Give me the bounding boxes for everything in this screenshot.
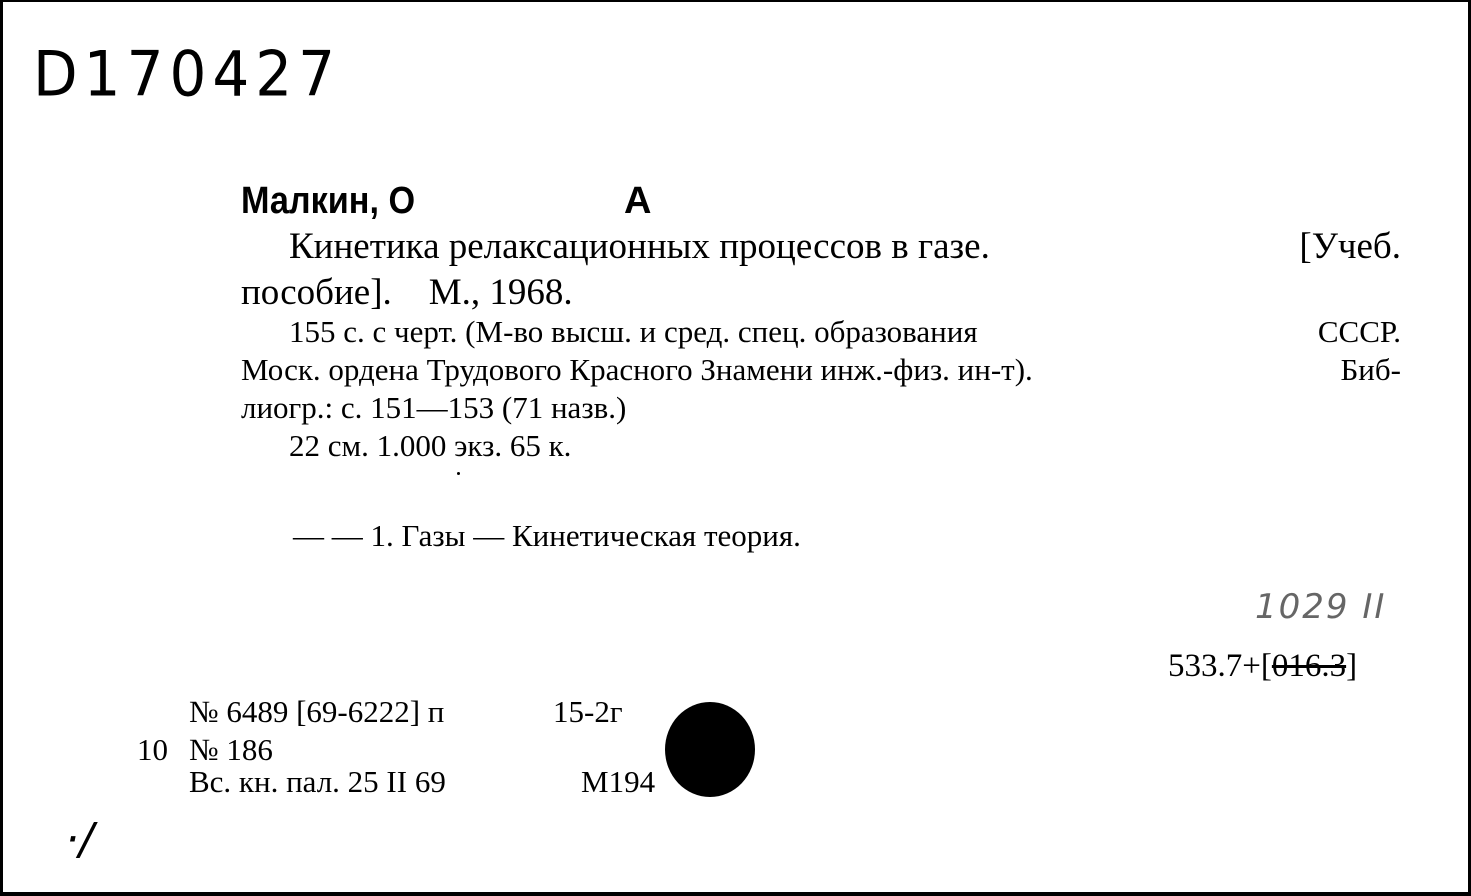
footer-chamber-code: М194 [581,764,656,799]
classification-prefix: 533.7+[ [1168,648,1272,684]
classification-suffix: ] [1346,648,1358,684]
author-name: Малкин, О [241,180,416,222]
description-line-1 [289,316,1401,347]
title-line-2: пособие]. М., 1968. [241,272,573,313]
footer-code: 15-2г [553,694,623,729]
description-country: СССР. [1317,314,1401,349]
description-bibliography: лиогр.: с. 151—153 (71 назв.) [241,390,627,425]
inventory-number: D170427 [33,37,342,111]
footer-number: № 186 [189,732,273,767]
description-bib-start: Биб- [1340,352,1401,387]
description-line-2 [241,354,1401,385]
handwritten-note: 1029 II [1255,587,1387,627]
footer-chamber: Вс. кн. пал. 25 II 69 [189,764,446,799]
title-line-1 [289,228,1401,265]
classification-struck: 016.3 [1271,648,1347,684]
description-institution: Моск. ордена Трудового Красного Знамени инж.-физ. ин-т). [241,352,1033,387]
speck [457,472,460,475]
classification-number [1168,650,1357,683]
description-format: 22 см. 1.000 экз. 65 к. [289,428,572,463]
footer-prefix: 10 [137,732,168,767]
ink-blot [665,702,755,797]
author-initial: А [624,180,652,222]
corner-mark: ·/ [65,814,94,865]
footer-record-number: № 6489 [69-6222] п [189,694,445,729]
title-text: Кинетика релаксационных процессов в газе. [289,226,990,267]
title-note-start: [Учеб. [1299,226,1401,267]
description-pages: 155 с. с черт. (М-во высш. и сред. спец. образования [289,314,978,349]
subject-heading: — — 1. Газы — Кинетическая теория. [293,518,801,553]
